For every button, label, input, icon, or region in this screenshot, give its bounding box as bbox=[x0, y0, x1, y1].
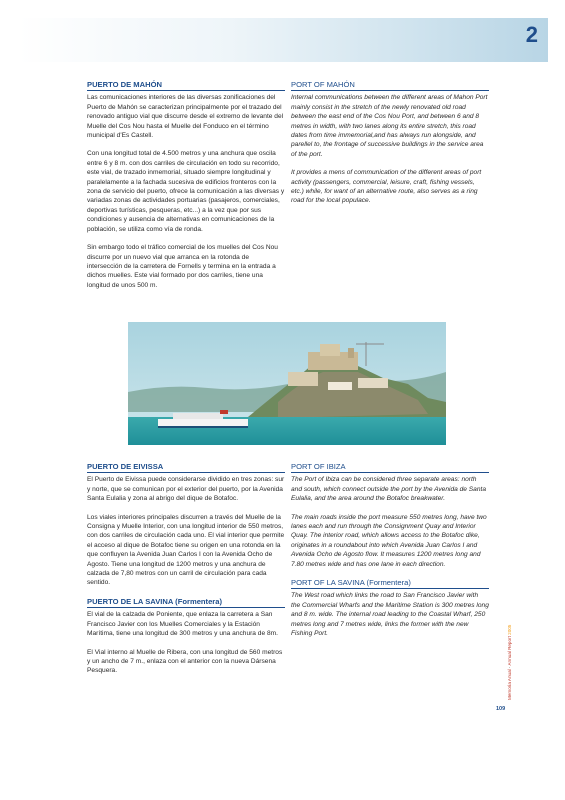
paragraph: The West road which links the road to San Francisco Javier with the Commercial Wharfs and the Maritime Station is 300 metres long and 8 m. wide. The internal road leading to the Coastal Wharf, 250 metres long and 7 metres wide, links the former with the new Fishing Port. bbox=[291, 592, 489, 638]
page-number: 109 bbox=[496, 706, 506, 712]
section-mahon-en bbox=[291, 80, 489, 215]
section-title: PUERTO DE LA SAVINA (Formentera) bbox=[87, 597, 285, 608]
header-band bbox=[18, 18, 548, 62]
chapter-number: 2 bbox=[525, 22, 538, 47]
side-label-en: Annual Report bbox=[507, 636, 512, 666]
section-eivissa-es bbox=[87, 462, 285, 685]
paragraph: The Port of Ibiza can be considered three separate areas: north and south, which connect outside the port by the Avenida de Santa Eulalia, and the area around the Botafoc breakwater. bbox=[291, 476, 487, 503]
paragraph: The main roads inside the port measure 550 metres long, have two lanes each and run through the Consignment Quay and Interior Quay. The interior road, which allows access to the Botafoc dike, originates in a roundabout into which Avenida Juan Carlos I and Avenida Ocho de Agosto flow. It measures 1200 metres long and 7.80 metres wide and has one lane in each direction. bbox=[291, 513, 487, 568]
harbor-photo bbox=[128, 322, 446, 445]
side-label-es: Memoria Anual bbox=[507, 669, 512, 700]
paragraph: Con una longitud total de 4.500 metros y una anchura que oscila entre 6 y 8 m. con dos carriles de circulación en todo su recorrido, este vial, de trazado inmemorial, situado siempre longitudinal y paralelamente a la fachada sucesiva de edificios fronteros con la zona de servicio del puerto, ofrece la comunicación a las diversas y variadas zonas de actividades portuarias (pasajeros, comerciales, deportivas turísticas, pesqueras, etc...) a la vez que por sus condiciones y ausencia de alternativas en comunicaciones de la población, se utiliza como vía de ronda. bbox=[87, 150, 285, 233]
paragraph: Sin embargo todo el tráfico comercial de los muelles del Cos Nou discurre por un nuevo vial que arranca en la rotonda de intersección de la carretera de Fornells y termina en la entrada a dichos muelles. Este vial formado por dos carriles, tiene una longitud de unos 500 m. bbox=[87, 244, 278, 289]
paragraph: It provides a mens of communication of the different areas of port activity (passengers, commercial, leisure, craft, fishing vessels, etc.) while, for want of an alternative route, also serves as a ring road for the local populace. bbox=[291, 169, 482, 205]
paragraph: El Vial interno al Muelle de Ribera, con una longitud de 560 metros y un ancho de 7 m., enlaza con el anterior con la nueva Dársena Pesquera. bbox=[87, 648, 283, 675]
paragraph: El Puerto de Eivissa puede considerarse dividido en tres zonas: sur y norte, que se comunican por el exterior del puerto, por la Avenida Santa Eulalia y zona al abrigo del dique de Botafoc. bbox=[87, 476, 285, 503]
paragraph: Los viales interiores principales discurren a través del Muelle de la Consigna y Muelle Interior, con una longitud interior de 550 metros, con dos carriles de circulación cada uno. El vial interior que permite el acceso al dique de Botafoc tiene su origen en una rotonda en la que confluyen la Avenida Juan Carlos I con la Avenida Ocho de Agosto. Tiene una longitud de 1200 metros y una anchura de calzada de 7,80 metros con un carril de circulación para cada sentido. bbox=[87, 513, 285, 587]
side-label-year: 2005 bbox=[507, 624, 512, 635]
section-mahon-es bbox=[87, 80, 285, 299]
section-title: PORT OF MAHÓN bbox=[291, 80, 489, 91]
paragraph: Las comunicaciones interiores de las diversas zonificaciones del Puerto de Mahón se caracterizan principalmente por el trazado del renovado antiguo vial que discurre desde el extremo de levante del Muelle del Cos Nou hasta el Muelle del Fonduco en el término municipal d'Es Castell. bbox=[87, 94, 284, 140]
section-ibiza-en bbox=[291, 462, 489, 648]
section-title: PORT OF LA SAVINA (Formentera) bbox=[291, 578, 489, 589]
side-label: Memoria Anual · Annual Report 2005 bbox=[507, 624, 512, 700]
paragraph: Internal communications between the different areas of Mahon Port mainly consist in the stretch of the newly renovated old road between the east end of the Cos Nou Port, and between 6 and 8 metres in width, with two lanes along its entire stretch, this road dates from time immemorial,and has always run alongside, and parellel to, the frontage of successive buildings in the service area of the port. bbox=[291, 94, 488, 158]
paragraph: El vial de la calzada de Poniente, que enlaza la carretera a San Francisco Javier con los Muelles Comerciales y la Estación Marítima, tiene una longitud de 300 metros y una anchura de 8m. bbox=[87, 611, 278, 638]
section-title: PUERTO DE EIVISSA bbox=[87, 462, 285, 473]
section-title: PORT OF IBIZA bbox=[291, 462, 489, 473]
section-title: PUERTO DE MAHÓN bbox=[87, 80, 285, 91]
